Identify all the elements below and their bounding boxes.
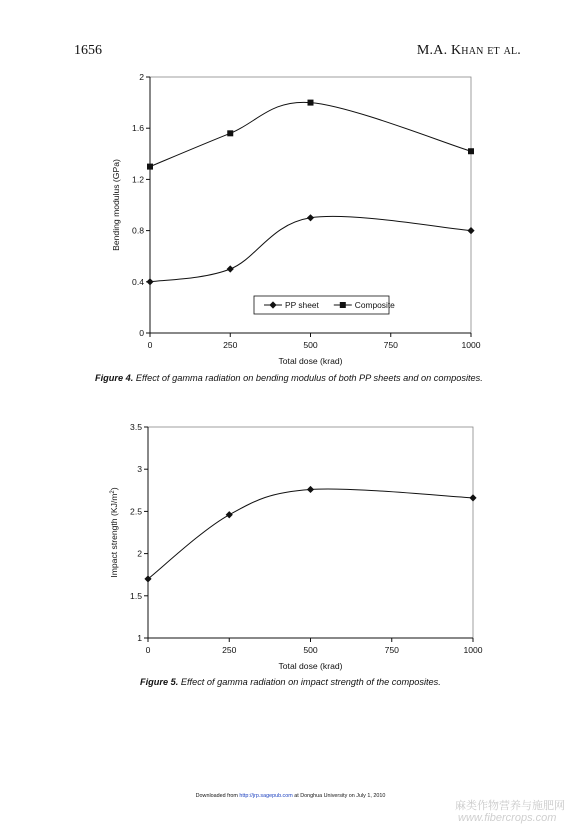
plot-frame [150, 77, 471, 333]
x-tick-label: 0 [145, 645, 151, 655]
running-head-suffix: et al. [483, 43, 521, 58]
data-point-diamond [227, 265, 234, 272]
figure-5-text: Effect of gamma radiation on impact strength of the composites. [180, 677, 441, 687]
data-point-diamond [146, 278, 153, 285]
plot-frame [148, 427, 473, 638]
x-tick-label: 250 [222, 645, 237, 655]
data-point-square [227, 130, 233, 136]
footer-link[interactable]: http://jrp.sagepub.com [239, 793, 293, 799]
y-tick-label: 1.5 [130, 590, 142, 601]
y-tick-label: 3.5 [130, 422, 142, 432]
figure-5-label: Figure 5. [140, 677, 179, 687]
data-point-square [147, 164, 153, 170]
data-point-square [308, 100, 314, 106]
y-tick-label: 0 [139, 328, 144, 338]
figure-4-label: Figure 4. [95, 373, 134, 383]
legend-label: Composite [354, 300, 395, 310]
watermark-url: www.fibercrops.com [458, 812, 557, 824]
data-point-diamond [467, 227, 474, 234]
data-point-diamond [469, 494, 476, 501]
legend-label: PP sheet [285, 300, 319, 310]
x-tick-label: 250 [223, 340, 238, 350]
chart-4 [111, 72, 481, 366]
watermark-chinese: 麻类作物营养与施肥网 [455, 799, 565, 812]
data-point-diamond [307, 486, 314, 493]
x-axis-label: Total dose (krad) [278, 356, 343, 366]
y-tick-label: 0.8 [132, 225, 144, 236]
data-point-diamond [226, 511, 233, 518]
chart-5 [109, 422, 483, 671]
y-tick-label: 2.5 [130, 506, 142, 517]
legend [254, 296, 395, 314]
footer-prefix: Downloaded from [195, 793, 240, 799]
figure-4-caption [95, 373, 483, 383]
y-tick-label: 3 [137, 464, 142, 475]
y-tick-label: 1.2 [132, 174, 144, 185]
running-head-surname: Khan [450, 43, 484, 58]
x-tick-label: 1000 [463, 645, 483, 655]
series-line-0 [148, 489, 473, 579]
figure-4-text: Effect of gamma radiation on bending modulus of both PP sheets and on composites. [135, 373, 483, 383]
data-point-square [468, 148, 474, 154]
series-line-0 [150, 216, 471, 281]
y-tick-label: 1 [137, 633, 142, 643]
x-tick-label: 750 [383, 340, 398, 350]
y-tick-label: 2 [139, 72, 144, 82]
legend-marker [340, 302, 346, 308]
running-head-initials: M.A. [416, 43, 451, 58]
data-point-diamond [307, 214, 314, 221]
footer-suffix: at Donghua University on July 1, 2010 [292, 793, 386, 799]
x-tick-label: 0 [147, 340, 153, 350]
x-tick-label: 500 [303, 645, 318, 655]
y-tick-label: 0.4 [132, 276, 144, 287]
x-tick-label: 1000 [461, 340, 481, 350]
y-axis-label: Impact strength $(KJ/m^2)$ [109, 487, 119, 578]
x-tick-label: 500 [303, 340, 318, 350]
y-tick-label: 1.6 [132, 123, 144, 134]
series-line-1 [150, 102, 471, 166]
x-axis-label: Total dose (krad) [278, 661, 343, 671]
y-axis-label: Bending modulus (GPa) [111, 159, 121, 251]
x-tick-label: 750 [384, 645, 399, 655]
y-tick-label: 2 [137, 548, 142, 559]
page-number: 1656 [74, 43, 102, 58]
figure-5-caption [140, 677, 441, 687]
